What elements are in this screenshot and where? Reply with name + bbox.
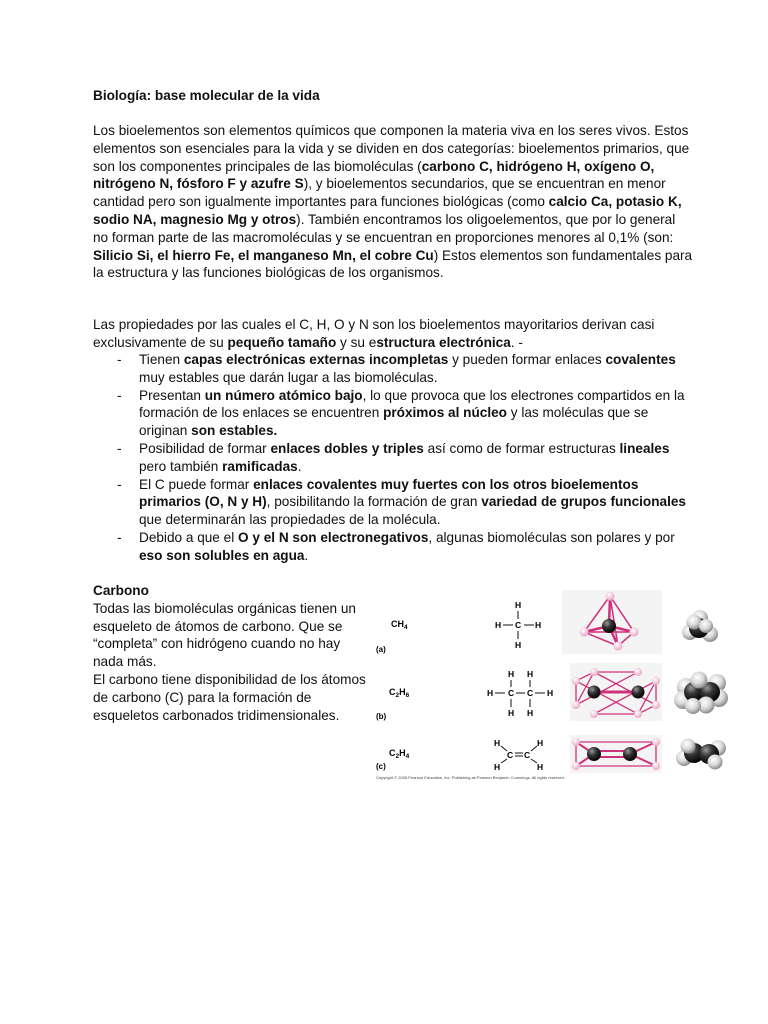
atom-label: H [515,600,522,610]
bold-text: lineales [619,440,670,456]
bold-text: variedad de grupos funcionales [481,494,686,510]
bold-text: O y el N son electronegativos [238,529,429,545]
formula-ch4: $CH_4$ [391,619,408,631]
ethane-ball-stick-model [570,663,662,721]
carbono-heading: Carbono [93,583,149,598]
bold-text: enlaces covalentes muy fuertes con los otros bioelementos primarios (O, N y H) [139,476,639,510]
text-run: y pueden formar enlaces [448,352,606,367]
list-item-text [139,388,685,439]
text-run: ) Estos elementos son fundamentales para la estructura y las funciones biológicas de los organismos. [93,247,693,281]
list-item [93,529,693,565]
list-item [93,440,693,476]
list-item-text [139,441,669,474]
text-run: Los bioelementos son elementos químicos que componen la materia viva en los seres vivos. Estos elementos son esenciales para la vida y se dividen en dos categorías: bioelementos primarios, que son los componentes principales de las biomoléculas ( [93,123,690,174]
bold-text: calcio Ca, potasio K, sodio NA, magnesio Mg y otros [93,194,682,227]
bold-text: Silicio Si, el hierro Fe, el manganeso Mn, el cobre Cu [93,247,434,263]
text-run: El C puede formar [139,476,254,492]
label-c: (c) [376,762,386,771]
bullet-dash: - [117,476,122,492]
text-run: ). También encontramos los oligoelementos, que por lo general no forman parte de las macromoléculas y se encuentran en proporciones menores al 0,1% (son: [93,211,676,245]
properties-list [93,351,693,565]
text-run: así como de formar estructuras [423,440,620,456]
text-run: , posibilitando la formación de gran [266,494,482,510]
text-run: que determinarán las propiedades de la molécula. [139,512,441,528]
formula-c2h4: $C_2H_4$ [389,748,410,760]
list-item-text [139,477,686,528]
molecule-figure [372,588,732,782]
list-item [93,387,693,440]
text-run: Debido a que el [139,529,239,545]
document-title: Biología: base molecular de la vida [93,88,320,103]
paragraph-bioelementos [93,122,693,282]
space-filling-methane [682,610,718,642]
paragraph-propiedades [93,316,693,352]
text-run: pero también [139,458,223,474]
tetrahedron-model [562,590,662,654]
atom-label: H [537,738,544,748]
atom-label: H [527,669,534,679]
text-run: Tienen [139,352,184,367]
text-run: Las propiedades por las cuales el C, H, O y N son los bioelementos mayoritarios derivan casi exclusivamente de su [93,317,655,350]
ethylene-ball-stick-model [570,735,662,773]
atom-label: C [527,688,534,698]
atom-label: H [535,620,542,630]
bold-text: eso son solubles en agua [139,547,305,563]
carbono-text-1: Todas las biomoléculas orgánicas tienen un esqueleto de átomos de carbono. Que se “completa” con hidrógeno cuando no hay nada más. [93,600,356,670]
carbono-text-2: El carbono tiene disponibilidad de los átomos de carbono (C) para la formación de esqueletos carbonados tridimensionales. [93,671,366,723]
bullet-dash: - [117,352,122,367]
structural-formula-c2h4 [494,738,543,772]
molecule-figure-svg [372,588,732,782]
space-filling-ethane [674,672,728,715]
bold-text: structura electrónica [376,334,511,350]
formula-c2h6: $C_2H_6$ [389,687,410,699]
atom-label: H [537,762,544,772]
atom-label: H [508,669,515,679]
bold-text: capas electrónicas externas incompletas [183,352,449,367]
bold-text: un número atómico bajo [204,387,363,403]
text-run: . [304,547,309,563]
list-item-text [139,352,676,385]
atom-label: H [508,708,515,718]
figure-copyright: Copyright © 2005 Pearson Education, Inc. Publishing as Pearson Benjamin Cummings. All rights reserved. [376,775,565,780]
bullet-dash: - [117,387,122,403]
label-a: (a) [376,645,386,654]
text-run: Posibilidad de formar [139,440,271,456]
space-filling-ethylene [676,739,726,770]
bold-text: ramificadas [222,458,298,474]
structural-formula-ch4 [495,600,541,650]
bold-text: enlaces dobles y triples [270,440,424,456]
text-run: , algunas biomoléculas son polares y por [428,529,675,545]
atom-label: H [494,762,501,772]
atom-label: H [494,738,501,748]
bullet-dash: - [117,529,122,545]
row-b-ethane [376,663,728,721]
text-run: ), y bioelementos secundarios, que se encuentran en menor cantidad pero son igualmente importantes para funciones biológicas (como [93,176,666,210]
text-run: . [297,458,302,474]
text-run: , lo que provoca que los electrones compartidos en la formación de los enlaces se encuentren [139,387,685,421]
bold-text: covalentes [605,352,676,367]
bullet-dash: - [117,440,122,456]
bold-text: pequeño tamaño [227,334,337,350]
row-c-ethylene [376,735,726,773]
atom-label: C [515,620,522,630]
list-item [93,476,693,529]
label-b: (b) [376,712,387,721]
atom-label: H [495,620,502,630]
text-run: muy estables que darán lugar a las biomoléculas. [139,369,438,385]
atom-label: C [508,688,515,698]
atom-label: H [487,688,494,698]
row-a-methane [376,590,718,654]
text-run: y las moléculas que se originan [139,405,649,439]
atom-label: H [527,708,534,718]
atom-label: H [547,688,554,698]
atom-label: C [507,750,514,760]
list-item-text [139,530,675,563]
bold-text: son estables. [191,423,278,439]
atom-label: H [515,640,522,650]
bold-text: carbono C, hidrógeno H, oxígeno O, nitrógeno N, fósforo F y azufre S [93,158,655,192]
bold-text: próximos al núcleo [383,405,507,421]
atom-label: C [524,750,531,760]
carbono-section [93,582,368,724]
list-item [93,351,693,387]
structural-formula-c2h6 [487,669,553,718]
text-run: y su e [336,334,377,350]
text-run: . - [510,334,523,350]
text-run: Presentan [139,387,205,403]
